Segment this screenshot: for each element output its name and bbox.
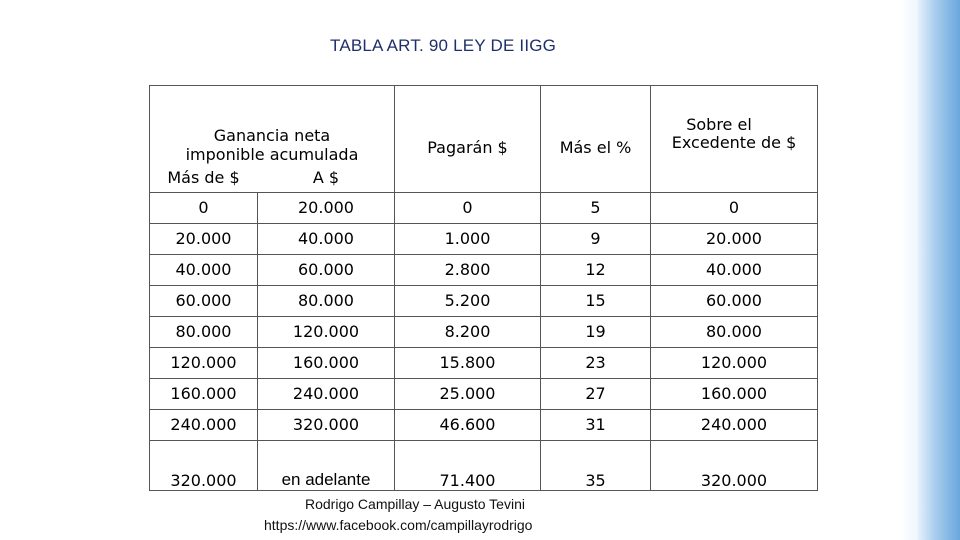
cell-pay: 0 bbox=[395, 193, 541, 224]
header-excess-line2: Excedente de $ bbox=[671, 133, 797, 153]
cell-from: 240.000 bbox=[150, 410, 258, 441]
header-pay bbox=[395, 86, 541, 193]
cell-from: 20.000 bbox=[150, 224, 258, 255]
table-row bbox=[150, 379, 818, 410]
header-income-group bbox=[150, 86, 395, 165]
cell-pct: 9 bbox=[541, 224, 651, 255]
cell-from: 0 bbox=[150, 193, 258, 224]
cell-to: 160.000 bbox=[258, 348, 395, 379]
header-to: A $ bbox=[258, 165, 395, 193]
cell-excess: 160.000 bbox=[651, 379, 818, 410]
cell-excess: 320.000 bbox=[651, 441, 818, 491]
cell-pct: 15 bbox=[541, 286, 651, 317]
cell-from: 120.000 bbox=[150, 348, 258, 379]
cell-to: 120.000 bbox=[258, 317, 395, 348]
header-pay-label: Pagarán $ bbox=[427, 138, 508, 157]
cell-to: 60.000 bbox=[258, 255, 395, 286]
cell-to: 40.000 bbox=[258, 224, 395, 255]
cell-from: 160.000 bbox=[150, 379, 258, 410]
cell-pay: 5.200 bbox=[395, 286, 541, 317]
cell-excess: 0 bbox=[651, 193, 818, 224]
table-row bbox=[150, 348, 818, 379]
header-excess bbox=[651, 86, 818, 193]
footer-author: Rodrigo Campillay – Augusto Tevini bbox=[305, 496, 525, 512]
cell-to: 80.000 bbox=[258, 286, 395, 317]
header-excess-line1: Sobre el bbox=[686, 115, 752, 134]
table-row bbox=[150, 286, 818, 317]
cell-excess: 120.000 bbox=[651, 348, 818, 379]
cell-excess: 240.000 bbox=[651, 410, 818, 441]
table-row bbox=[150, 193, 818, 224]
header-from: Más de $ bbox=[150, 165, 258, 193]
cell-from: 320.000 bbox=[150, 441, 258, 491]
header-percent bbox=[541, 86, 651, 193]
page-title: TABLA ART. 90 LEY DE IIGG bbox=[330, 36, 557, 55]
cell-pay: 2.800 bbox=[395, 255, 541, 286]
table-row bbox=[150, 441, 818, 491]
table-row bbox=[150, 410, 818, 441]
cell-pay: 8.200 bbox=[395, 317, 541, 348]
cell-excess: 20.000 bbox=[651, 224, 818, 255]
header-row bbox=[150, 86, 818, 165]
cell-excess: 60.000 bbox=[651, 286, 818, 317]
cell-to: 20.000 bbox=[258, 193, 395, 224]
cell-pct: 19 bbox=[541, 317, 651, 348]
table-row bbox=[150, 224, 818, 255]
decorative-side-bar bbox=[918, 0, 960, 540]
cell-to: 240.000 bbox=[258, 379, 395, 410]
cell-pct: 5 bbox=[541, 193, 651, 224]
cell-pct: 35 bbox=[541, 441, 651, 491]
cell-pay: 46.600 bbox=[395, 410, 541, 441]
header-income-line2: imponible acumulada bbox=[185, 144, 359, 164]
cell-to: 320.000 bbox=[258, 410, 395, 441]
cell-pay: 15.800 bbox=[395, 348, 541, 379]
table-row bbox=[150, 317, 818, 348]
table-row bbox=[150, 255, 818, 286]
cell-to: en adelante bbox=[258, 441, 395, 491]
cell-pct: 27 bbox=[541, 379, 651, 410]
header-income-line1: Ganancia neta bbox=[213, 126, 331, 146]
footer-url: https://www.facebook.com/campillayrodrigo bbox=[264, 517, 533, 533]
cell-pay: 25.000 bbox=[395, 379, 541, 410]
cell-pct: 12 bbox=[541, 255, 651, 286]
cell-pay: 71.400 bbox=[395, 441, 541, 491]
cell-from: 80.000 bbox=[150, 317, 258, 348]
header-percent-label: Más el % bbox=[559, 138, 632, 157]
cell-from: 60.000 bbox=[150, 286, 258, 317]
cell-pct: 23 bbox=[541, 348, 651, 379]
cell-excess: 40.000 bbox=[651, 255, 818, 286]
cell-pct: 31 bbox=[541, 410, 651, 441]
cell-pay: 1.000 bbox=[395, 224, 541, 255]
cell-excess: 80.000 bbox=[651, 317, 818, 348]
cell-from: 40.000 bbox=[150, 255, 258, 286]
tax-table bbox=[149, 85, 818, 491]
